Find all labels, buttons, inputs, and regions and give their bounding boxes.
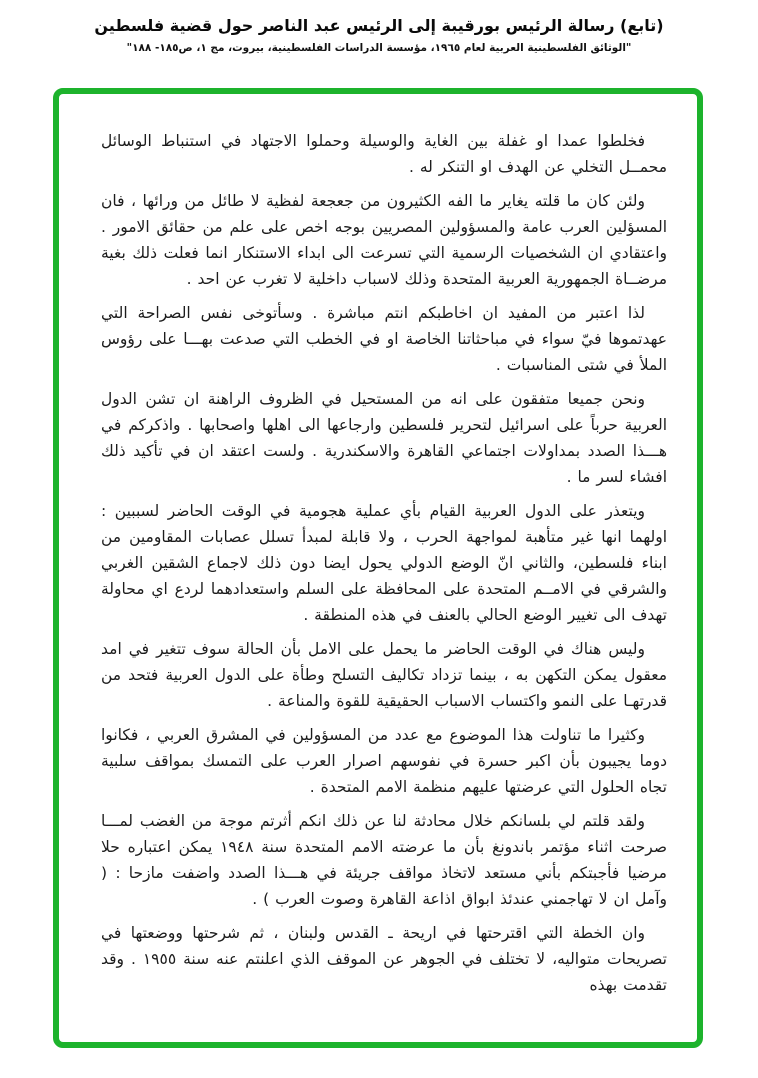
letter-body [59,94,697,998]
paragraph-8: ولقد قلتم لي بلسانكم خلال محادثة لنا عن ذلك انكم أثرتم موجة من الغضب لمـــا صرحت اثناء مؤتمر باندونغ بأن ما عرضته الامم المتحدة سنة ١٩٤٨ يمكن اعتباره حلا مرضيا فأجبتكم بأني مستعد لاتخاذ مواقف جريئة في هـــذا الصدد واضفت مازحا : ( وآمل ان لا تهاجمني عندئذ ابواق اذاعة القاهرة وصوت العرب ) . [101,812,667,908]
paragraph-5: ويتعذر على الدول العربية القيام بأي عملية هجومية في الوقت الحاضر لسببين : اولهما انها غير متأهبة لمواجهة الحرب ، ولا قابلة لمبدأ تسلل عصابات المقاومين من ابناء فلسطين، والثاني انّ الوضع الدولي يحول ايضا دون ذلك لاجماع الشقين الغربي والشرقي في الامــم المتحدة على المحافظة على السلم واستعدادهما لردع اي محاولة تهدف الى تغيير الوضع الحالي بالعنف في هذه المنطقة . [101,502,667,624]
paragraph-1: فخلطوا عمدا او غفلة بين الغاية والوسيلة وحملوا الاجتهاد في استنباط الوسائل محمــل التخلي عن الهدف او التنكر له . [101,132,667,176]
paragraph-4: ونحن جميعا متفقون على انه من المستحيل في الظروف الراهنة ان تشن الدول العربية حرباً على اسرائيل لتحرير فلسطين وارجاعها الى اهلها واصحابها . واذكركم في هـــذا الصدد بمداولات اجتماعي القاهرة والاسكندرية . ولست اعتقد ان في تأكيد ذلك افشاء لسر ما . [101,390,667,486]
source-citation: "الوثائق الفلسطينية العربية لعام ١٩٦٥، مؤسسة الدراسات الفلسطينية، بيروت، مج ١، ص١٨٥- ١٨٨" [126,42,632,54]
paragraph-2: ولئن كان ما قلته يغاير ما الفه الكثيرون من جعجعة لفظية لا طائل من ورائها ، فان المسؤلين العرب عامة والمسؤولين المصريين بوجه اخص على علم من حقائق الامور . واعتقادي ان الشخصيات الرسمية التي تسرعت الى ابداء الاستنكار انما فعلت ذلك بغية مرضــاة الجمهورية العربية المتحدة وذلك لاسباب داخلية لا تغرب عن احد . [101,192,667,288]
paragraph-6: وليس هناك في الوقت الحاضر ما يحمل على الامل بأن الحالة سوف تتغير في امد معقول يمكن التكهن به ، بينما تزداد تكاليف التسلح وطأة على الدول العربية فتحد من قدرتهـا على النمو واكتساب الاسباب الحقيقية للقوة والمناعة . [101,640,667,710]
paragraph-3: لذا اعتبر من المفيد ان اخاطبكم انتم مباشرة . وسأتوخى نفس الصراحة التي عهدتموها فيّ سواء في مباحثاتنا الخاصة او في الخطب التي صدعت بهـــا على رؤوس الملأ في شتى المناسبات . [101,304,667,374]
document-title: (تابع) رسالة الرئيس بورقيبة إلى الرئيس عبد الناصر حول قضية فلسطين [94,16,664,35]
green-border-frame [53,88,703,1048]
paragraph-7: وكثيرا ما تناولت هذا الموضوع مع عدد من المسؤولين في المشرق العربي ، فكانوا دوما يجيبون بأن اكبر حسرة في نفوسهم اصرار العرب على التمسك بمواقف سلبية تجاه الحلول التي عرضتها عليهم منظمة الامم المتحدة . [101,726,667,796]
document-header [0,0,758,54]
paragraph-9: وان الخطة التي اقترحتها في اريحة ـ القدس ولبنان ، ثم شرحتها ووضعتها في تصريحات متواليه، لا تختلف في الجوهر عن الموقف الذي اعلنتم عنه سنة ١٩٥٥ . وقد تقدمت بهذه [101,924,667,994]
